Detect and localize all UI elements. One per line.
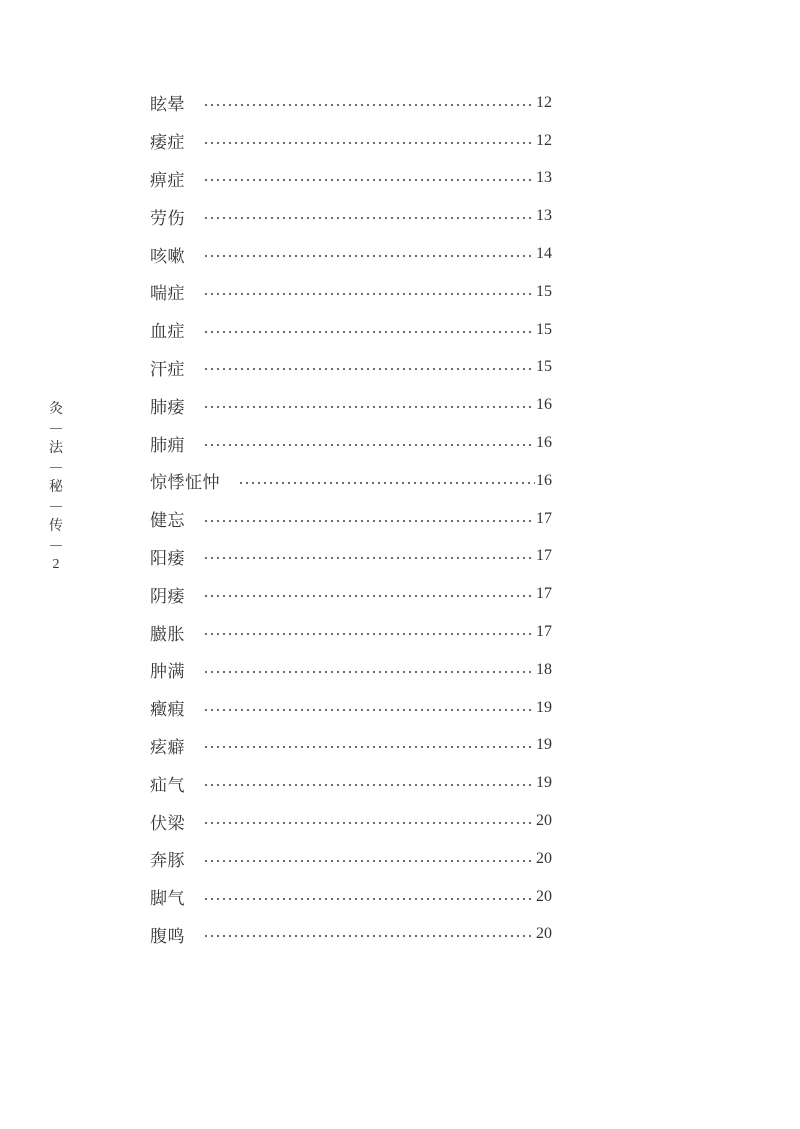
entry-title: 癥瘕 <box>150 700 185 721</box>
dot-leader <box>203 217 535 219</box>
dot-leader <box>203 179 535 181</box>
toc-entry[interactable] <box>150 235 552 273</box>
entry-page-number: 17 <box>536 509 552 527</box>
dot-leader <box>203 595 535 597</box>
entry-title: 疝气 <box>150 775 185 796</box>
toc-entry[interactable] <box>150 122 552 160</box>
dot-leader <box>203 406 535 408</box>
toc-entry[interactable] <box>150 197 552 235</box>
dot-leader <box>203 255 535 257</box>
entry-title: 惊悸怔忡 <box>150 473 220 494</box>
toc-entry[interactable] <box>150 500 552 538</box>
entry-title: 脚气 <box>150 889 185 910</box>
running-head-char: 秘 <box>49 479 63 495</box>
entry-page-number: 17 <box>536 585 552 603</box>
toc-entry[interactable] <box>150 349 552 387</box>
entry-title: 劳伤 <box>150 208 185 229</box>
page-number: 2 <box>52 557 60 572</box>
dot-leader <box>203 860 535 862</box>
entry-title: 眩晕 <box>150 95 185 116</box>
entry-title: 阳痿 <box>150 548 185 569</box>
entry-title: 伏梁 <box>150 813 185 834</box>
entry-title: 痃癖 <box>150 737 185 758</box>
divider <box>50 467 62 468</box>
toc-entry[interactable] <box>150 160 552 198</box>
dot-leader <box>203 709 535 711</box>
dot-leader <box>203 557 535 559</box>
dot-leader <box>203 822 535 824</box>
running-head-char: 传 <box>49 518 63 534</box>
entry-page-number: 14 <box>536 245 552 263</box>
dot-leader <box>203 293 535 295</box>
entry-page-number: 17 <box>536 547 552 565</box>
entry-title: 奔豚 <box>150 851 185 872</box>
toc-entry[interactable] <box>150 840 552 878</box>
entry-page-number: 19 <box>536 774 552 792</box>
dot-leader <box>203 520 535 522</box>
entry-page-number: 13 <box>536 169 552 187</box>
entry-title: 肿满 <box>150 662 185 683</box>
entry-title: 血症 <box>150 322 185 343</box>
entry-page-number: 15 <box>536 282 552 300</box>
entry-page-number: 18 <box>536 660 552 678</box>
divider <box>50 545 62 546</box>
toc-entry[interactable] <box>150 651 552 689</box>
entry-page-number: 15 <box>536 358 552 376</box>
toc-entry[interactable] <box>150 878 552 916</box>
entry-page-number: 12 <box>536 131 552 149</box>
entry-title: 汗症 <box>150 359 185 380</box>
toc-entry[interactable] <box>150 916 552 954</box>
dot-leader <box>203 104 535 106</box>
entry-page-number: 20 <box>536 849 552 867</box>
entry-title: 痿症 <box>150 133 185 154</box>
toc-entry[interactable] <box>150 424 552 462</box>
toc-entry[interactable] <box>150 462 552 500</box>
toc-entry[interactable] <box>150 311 552 349</box>
toc-entry[interactable] <box>150 689 552 727</box>
divider <box>50 506 62 507</box>
dot-leader <box>238 482 535 484</box>
dot-leader <box>203 784 535 786</box>
toc-entry[interactable] <box>150 802 552 840</box>
dot-leader <box>203 444 535 446</box>
entry-title: 痹症 <box>150 170 185 191</box>
toc-entry[interactable] <box>150 273 552 311</box>
entry-page-number: 16 <box>536 396 552 414</box>
entry-page-number: 16 <box>536 434 552 452</box>
toc-entry[interactable] <box>150 764 552 802</box>
dot-leader <box>203 331 535 333</box>
entry-page-number: 12 <box>536 93 552 111</box>
dot-leader <box>203 142 535 144</box>
table-of-contents <box>150 84 552 953</box>
toc-entry[interactable] <box>150 727 552 765</box>
dot-leader <box>203 746 535 748</box>
dot-leader <box>203 898 535 900</box>
entry-page-number: 13 <box>536 207 552 225</box>
dot-leader <box>203 633 535 635</box>
entry-page-number: 19 <box>536 698 552 716</box>
dot-leader <box>203 935 535 937</box>
divider <box>50 428 62 429</box>
toc-entry[interactable] <box>150 84 552 122</box>
entry-page-number: 16 <box>536 471 552 489</box>
dot-leader <box>203 368 535 370</box>
entry-title: 臌胀 <box>150 624 185 645</box>
entry-title: 阴痿 <box>150 586 185 607</box>
entry-title: 肺痈 <box>150 435 185 456</box>
entry-title: 喘症 <box>150 284 185 305</box>
entry-page-number: 19 <box>536 736 552 754</box>
running-head-char: 灸 <box>49 401 63 417</box>
entry-title: 咳嗽 <box>150 246 185 267</box>
entry-title: 健忘 <box>150 511 185 532</box>
entry-page-number: 20 <box>536 887 552 905</box>
dot-leader <box>203 671 535 673</box>
vertical-running-head <box>46 400 66 574</box>
entry-page-number: 17 <box>536 623 552 641</box>
entry-title: 肺痿 <box>150 397 185 418</box>
toc-entry[interactable] <box>150 386 552 424</box>
entry-page-number: 20 <box>536 812 552 830</box>
entry-title: 腹鸣 <box>150 926 185 947</box>
toc-entry[interactable] <box>150 613 552 651</box>
entry-page-number: 15 <box>536 320 552 338</box>
running-head-char: 法 <box>49 440 63 456</box>
toc-entry[interactable] <box>150 575 552 613</box>
toc-entry[interactable] <box>150 538 552 576</box>
entry-page-number: 20 <box>536 925 552 943</box>
